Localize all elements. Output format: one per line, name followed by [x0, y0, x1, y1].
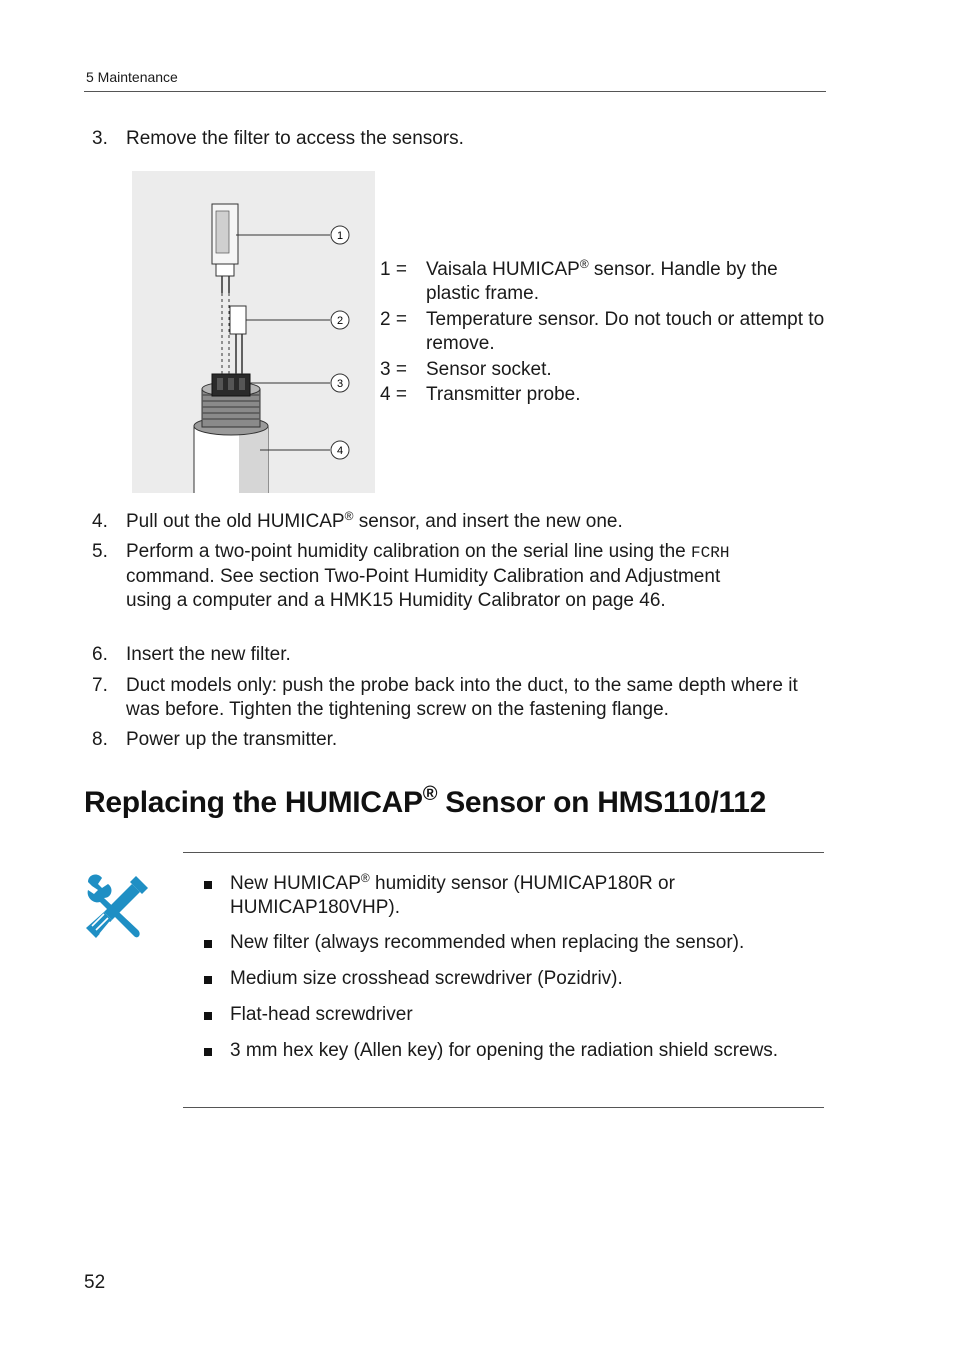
- page-number: 52: [84, 1272, 106, 1293]
- bullet-marker: [204, 940, 212, 948]
- tools-box-bottom-rule: [183, 1107, 824, 1108]
- legend-text: Temperature sensor. Do not touch or attempt to remove.: [426, 309, 825, 354]
- step-number: 6.: [92, 644, 108, 665]
- step-text: Insert the new filter.: [126, 644, 291, 665]
- legend-key: 1 =: [380, 259, 407, 280]
- bullet-marker: [204, 1012, 212, 1020]
- bullet-marker: [204, 1048, 212, 1056]
- step-text: Remove the filter to access the sensors.: [126, 128, 464, 149]
- step-number: 5.: [92, 541, 108, 562]
- legend-text: Vaisala HUMICAP® sensor. Handle by the plastic frame.: [426, 257, 778, 304]
- legend-text: Sensor socket.: [426, 359, 552, 380]
- bullet-marker: [204, 881, 212, 889]
- legend-key: 3 =: [380, 359, 407, 380]
- tool-text: New HUMICAP® humidity sensor (HUMICAP180R or HUMICAP180VHP).: [230, 871, 675, 918]
- step-number: 7.: [92, 675, 108, 696]
- section-heading: Replacing the HUMICAP® Sensor on HMS110/112: [84, 783, 767, 819]
- svg-text:1: 1: [336, 230, 344, 242]
- tools-box-top-rule: [183, 852, 824, 853]
- callout-1: [331, 226, 349, 244]
- callout-3: [331, 374, 349, 392]
- svg-text:3: 3: [336, 378, 344, 390]
- legend-text: Transmitter probe.: [426, 384, 581, 405]
- tool-text: Medium size crosshead screwdriver (Pozidriv).: [230, 968, 623, 989]
- tool-text: 3 mm hex key (Allen key) for opening the radiation shield screws.: [230, 1040, 779, 1061]
- command-code: FCRH: [691, 544, 730, 562]
- step-text: Duct models only: push the probe back into the duct, to the same depth where it was before. Tighten the tightening screw on the fastening flange.: [126, 675, 798, 720]
- legend-key: 4 =: [380, 384, 407, 405]
- step-number: 3.: [92, 128, 108, 149]
- legend-key: 2 =: [380, 309, 407, 330]
- tool-text: Flat-head screwdriver: [230, 1004, 413, 1025]
- tools-icon: [82, 872, 152, 942]
- callout-4: [331, 441, 349, 459]
- callout-2: [331, 311, 349, 329]
- svg-text:4: 4: [336, 445, 344, 457]
- step-number: 8.: [92, 729, 108, 750]
- header-rule: [84, 91, 826, 92]
- running-header: 5 Maintenance: [86, 69, 178, 85]
- svg-text:2: 2: [336, 315, 344, 327]
- tool-text: New filter (always recommended when replacing the sensor).: [230, 932, 745, 953]
- probe-illustration: [132, 171, 375, 493]
- step-number: 4.: [92, 511, 108, 532]
- step-text: Pull out the old HUMICAP® sensor, and insert the new one.: [126, 509, 623, 532]
- sensor-figure: [132, 171, 375, 493]
- step-text: Perform a two-point humidity calibration on the serial line using the FCRH command. See section Two-Point Humidity Calibration and Adjustment using a computer and a HMK15 Humidity Calibrator on page 46.: [126, 541, 730, 611]
- step-text: Power up the transmitter.: [126, 729, 338, 750]
- bullet-marker: [204, 976, 212, 984]
